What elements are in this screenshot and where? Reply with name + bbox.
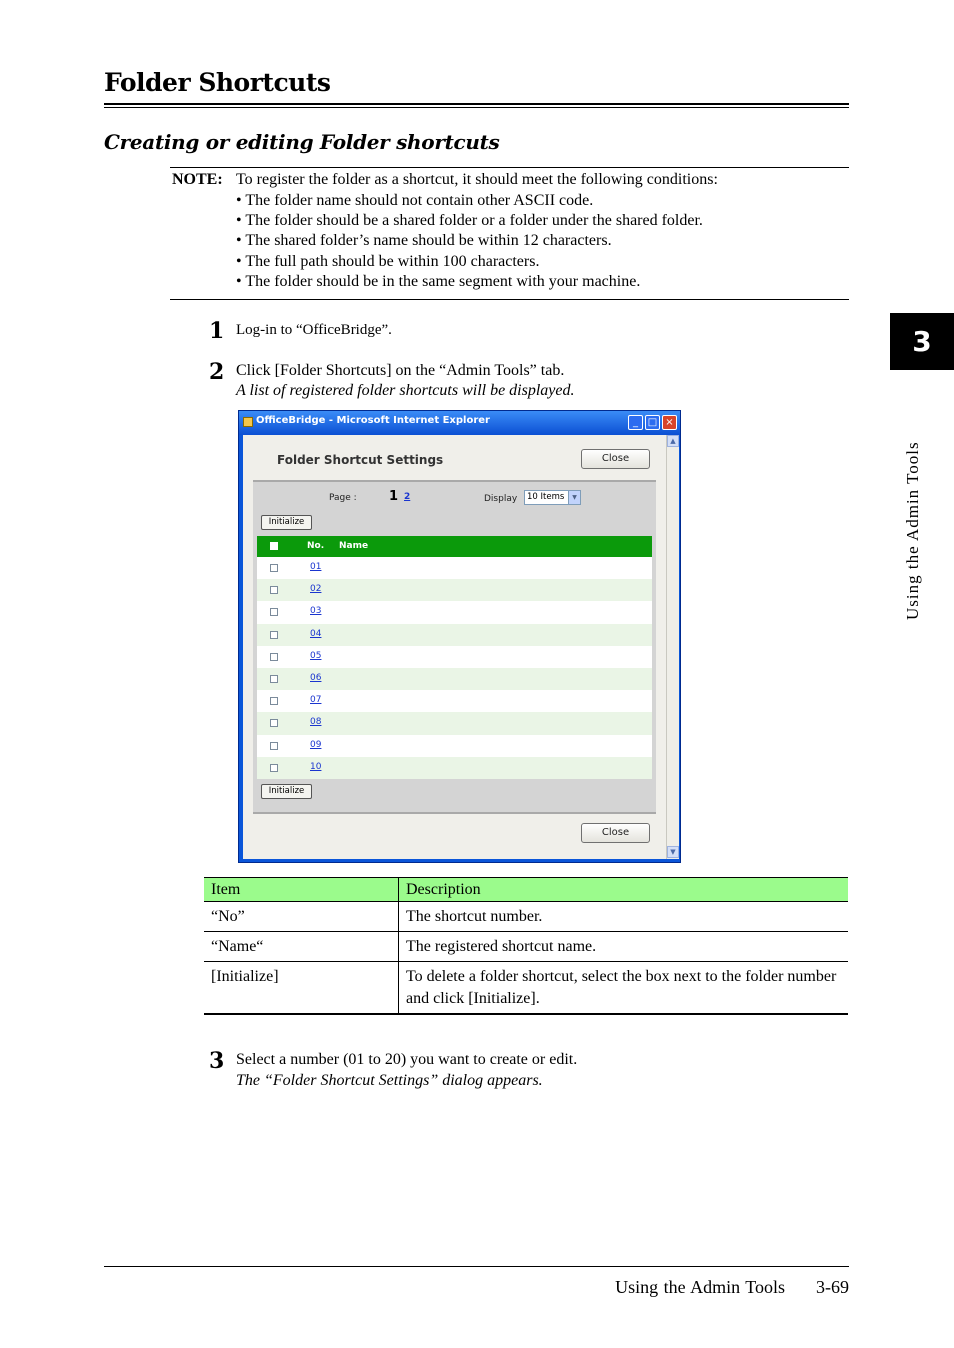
browser-window-screenshot (238, 410, 681, 863)
col-no-header: No. (307, 541, 325, 551)
table-row (204, 962, 848, 1015)
page-link-2[interactable]: 2 (404, 492, 411, 502)
step-text: Log-in to “OfficeBridge”. (236, 322, 392, 338)
item-cell: “Name“ (204, 932, 399, 962)
row-checkbox[interactable] (270, 564, 278, 572)
select-all-checkbox[interactable] (270, 542, 278, 550)
step-text: Click [Folder Shortcuts] on the “Admin Tools” tab. (236, 362, 565, 379)
section-title: Creating or editing Folder shortcuts (104, 130, 500, 154)
row-checkbox[interactable] (270, 608, 278, 616)
note-item: • The folder name should not contain other ASCII code. (236, 192, 594, 209)
table-row (257, 601, 652, 623)
row-checkbox[interactable] (270, 675, 278, 683)
page-label: Page : (329, 493, 357, 503)
title-rule (104, 103, 849, 105)
note-intro: To register the folder as a shortcut, it should meet the following conditions: (236, 171, 718, 188)
chapter-tab: 3 (890, 313, 954, 370)
note-item: • The full path should be within 100 characters. (236, 253, 540, 270)
table-row (257, 579, 652, 601)
table-row (257, 757, 652, 779)
step-result: The “Folder Shortcut Settings” dialog appears. (236, 1072, 543, 1089)
display-value: 10 Items (527, 492, 565, 502)
initialize-button-bottom[interactable]: Initialize (261, 784, 312, 799)
table-row (257, 668, 652, 690)
table-row (257, 557, 652, 579)
scroll-down-icon[interactable]: ▼ (667, 846, 679, 858)
description-cell: The shortcut number. (399, 902, 849, 932)
display-label: Display (484, 494, 518, 504)
description-cell: To delete a folder shortcut, select the box next to the folder number and click [Initialize]. (399, 962, 849, 1015)
current-page: 1 (389, 489, 399, 504)
table-row (257, 690, 652, 712)
table-row (257, 646, 652, 668)
window-content (243, 435, 666, 859)
list-panel (253, 480, 656, 814)
close-icon[interactable]: × (662, 415, 677, 430)
shortcut-number-link[interactable]: 03 (310, 606, 322, 617)
shortcut-grid (257, 536, 652, 779)
table-row (257, 735, 652, 757)
step-number: 3 (209, 1048, 225, 1074)
shortcut-number-link[interactable]: 07 (310, 695, 322, 706)
minimize-icon[interactable]: _ (628, 415, 643, 430)
grid-header (257, 536, 652, 557)
close-button[interactable]: Close (581, 449, 650, 469)
row-checkbox[interactable] (270, 742, 278, 750)
table-row (204, 902, 848, 932)
note-rule-bottom (170, 299, 849, 300)
shortcut-number-link[interactable]: 05 (310, 650, 322, 661)
page-title: Folder Shortcuts (104, 68, 331, 97)
close-button-bottom[interactable]: Close (581, 823, 650, 843)
table-row (204, 932, 848, 962)
col-item-header: Item (204, 878, 399, 902)
shortcut-number-link[interactable]: 08 (310, 717, 322, 728)
dialog-title: Folder Shortcut Settings (277, 453, 444, 467)
step-result: A list of registered folder shortcuts will be displayed. (236, 382, 575, 399)
title-rule-thin (104, 107, 849, 108)
scroll-up-icon[interactable]: ▲ (667, 435, 679, 447)
row-checkbox[interactable] (270, 719, 278, 727)
shortcut-number-link[interactable]: 04 (310, 628, 322, 639)
footer-section: Using the Admin Tools (615, 1277, 785, 1297)
footer-rule (104, 1266, 849, 1267)
row-checkbox[interactable] (270, 697, 278, 705)
step-number: 2 (209, 359, 225, 385)
step-number: 1 (209, 318, 225, 344)
shortcut-number-link[interactable]: 01 (310, 562, 322, 572)
shortcut-number-link[interactable]: 02 (310, 584, 322, 595)
app-icon (243, 417, 253, 427)
col-name-header: Name (339, 541, 369, 551)
note-rule-top (170, 167, 849, 168)
maximize-icon[interactable]: □ (645, 415, 660, 430)
window-title: OfficeBridge - Microsoft Internet Explorer (256, 415, 490, 426)
note-label: NOTE: (172, 171, 223, 188)
display-select[interactable] (524, 490, 581, 505)
row-checkbox[interactable] (270, 653, 278, 661)
note-item: • The shared folder’s name should be within 12 characters. (236, 232, 612, 249)
chevron-down-icon: ▼ (568, 491, 580, 504)
note-item: • The folder should be a shared folder or a folder under the shared folder. (236, 212, 703, 229)
shortcut-number-link[interactable]: 09 (310, 739, 322, 750)
chapter-side-label: Using the Admin Tools (903, 441, 922, 620)
initialize-button-top[interactable]: Initialize (261, 515, 312, 530)
item-description-table (204, 877, 848, 1015)
step-text: Select a number (01 to 20) you want to create or edit. (236, 1051, 578, 1068)
row-checkbox[interactable] (270, 631, 278, 639)
row-checkbox[interactable] (270, 764, 278, 772)
window-titlebar (239, 411, 680, 435)
description-cell: The registered shortcut name. (399, 932, 849, 962)
chapter-side-text (903, 388, 927, 624)
item-cell: [Initialize] (204, 962, 399, 1015)
vertical-scrollbar[interactable] (666, 435, 679, 859)
item-cell: “No” (204, 902, 399, 932)
shortcut-number-link[interactable]: 06 (310, 672, 322, 683)
row-checkbox[interactable] (270, 586, 278, 594)
page-number: 3-69 (816, 1277, 849, 1297)
footer (615, 1277, 849, 1298)
shortcut-number-link[interactable]: 10 (310, 761, 322, 772)
table-row (257, 624, 652, 646)
note-item: • The folder should be in the same segment with your machine. (236, 273, 641, 290)
table-header-row (204, 878, 848, 902)
col-description-header: Description (399, 878, 849, 902)
table-row (257, 712, 652, 734)
